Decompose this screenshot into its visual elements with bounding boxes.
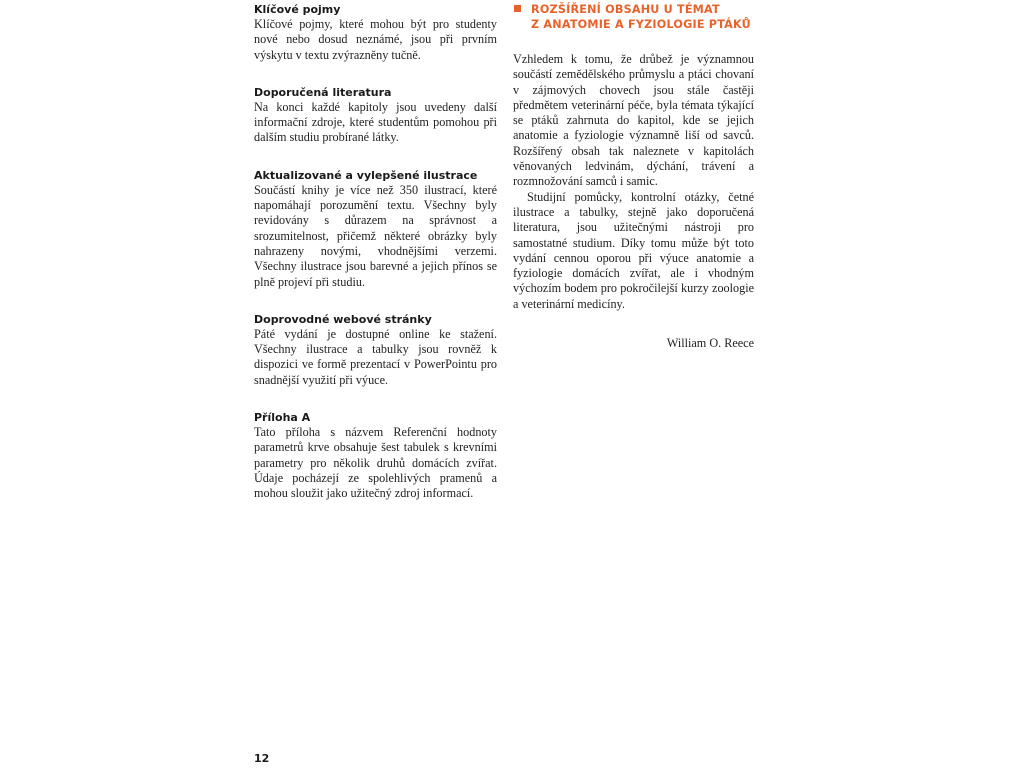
section-key-terms xyxy=(254,2,497,63)
section-appendix-a xyxy=(254,410,497,501)
section-text: Klíčové pojmy, které mohou být pro studenty nové nebo dosud neznámé, jsou při prvním výskytu v textu zvýrazněny tučně. xyxy=(254,17,497,62)
section-recommended-literature xyxy=(254,85,497,146)
heading-line-2: Z ANATOMIE A FYZIOLOGIE PTÁKŮ xyxy=(531,18,751,31)
section-heading: Doprovodné webové stránky xyxy=(254,312,432,326)
author-signature: William O. Reece xyxy=(666,336,754,351)
section-updated-illustrations xyxy=(254,168,497,290)
page-number: 12 xyxy=(254,752,270,765)
right-column xyxy=(513,2,754,351)
section-text: Součástí knihy je více než 350 ilustrací, které napomáhají porozumění textu. Všechny byly revidovány s důrazem na správnost a srozumitelnost, přičemž některé obrázky byly nahrazeny novými, vhodnějšími verzemi. Všechny ilustrace jsou barevné a jejich přínos se plně projeví při studiu. xyxy=(254,182,497,289)
section-heading: Doporučená literatura xyxy=(254,85,392,99)
bird-content-heading xyxy=(513,2,754,32)
section-heading: Klíčové pojmy xyxy=(254,3,341,16)
section-heading: Aktualizované a vylepšené ilustrace xyxy=(254,168,478,182)
heading-line-1: ROZŠÍŘENÍ OBSAHU U TÉMAT xyxy=(531,3,720,16)
section-text: Na konci každé kapitoly jsou uvedeny další informační zdroje, které studentům pomohou při dalším studiu probírané látky. xyxy=(254,99,497,145)
orange-square-bullet-icon xyxy=(514,5,521,12)
paragraph-2: Studijní pomůcky, kontrolní otázky, četné ilustrace a tabulky, stejně jako doporučená literatura, jsou užitečnými nástroji pro samostatné studium. Díky tomu může být toto vydání cennou oporou při výuce anatomie a fyziologie domácích zvířat, ale i vhodným výchozím bodem pro pokročilejší kurzy zoologie a veterinární medicíny. xyxy=(513,189,754,311)
section-text: Páté vydání je dostupné online ke stažení. Všechny ilustrace a tabulky jsou rovněž k dispozici ve formě prezentací v PowerPointu pro snadnější využití při výuce. xyxy=(254,326,497,387)
paragraph-1: Vzhledem k tomu, že drůbež je významnou součástí zemědělského průmyslu a ptáci chovaní v zájmových chovech jsou stále častěji předmětem veterinární péče, byla témata týkající se ptáků zahrnuta do kapitol, kde se jejich anatomie a fyziologie významně liší od savců. Rozšířený obsah tak naleznete v kapitolách věnovaných ledvinám, dýchání, trávení a rozmnožování samců i samic. xyxy=(513,52,754,189)
section-text: Tato příloha s názvem Referenční hodnoty parametrů krve obsahuje šest tabulek s krevními parametry pro několik druhů domácích zvířat. Údaje pocházejí ze spolehlivých pramenů a mohou sloužit jako užitečný zdroj informací. xyxy=(254,425,497,501)
left-column xyxy=(254,2,497,524)
section-companion-website xyxy=(254,312,497,388)
section-heading: Příloha A xyxy=(254,411,311,425)
